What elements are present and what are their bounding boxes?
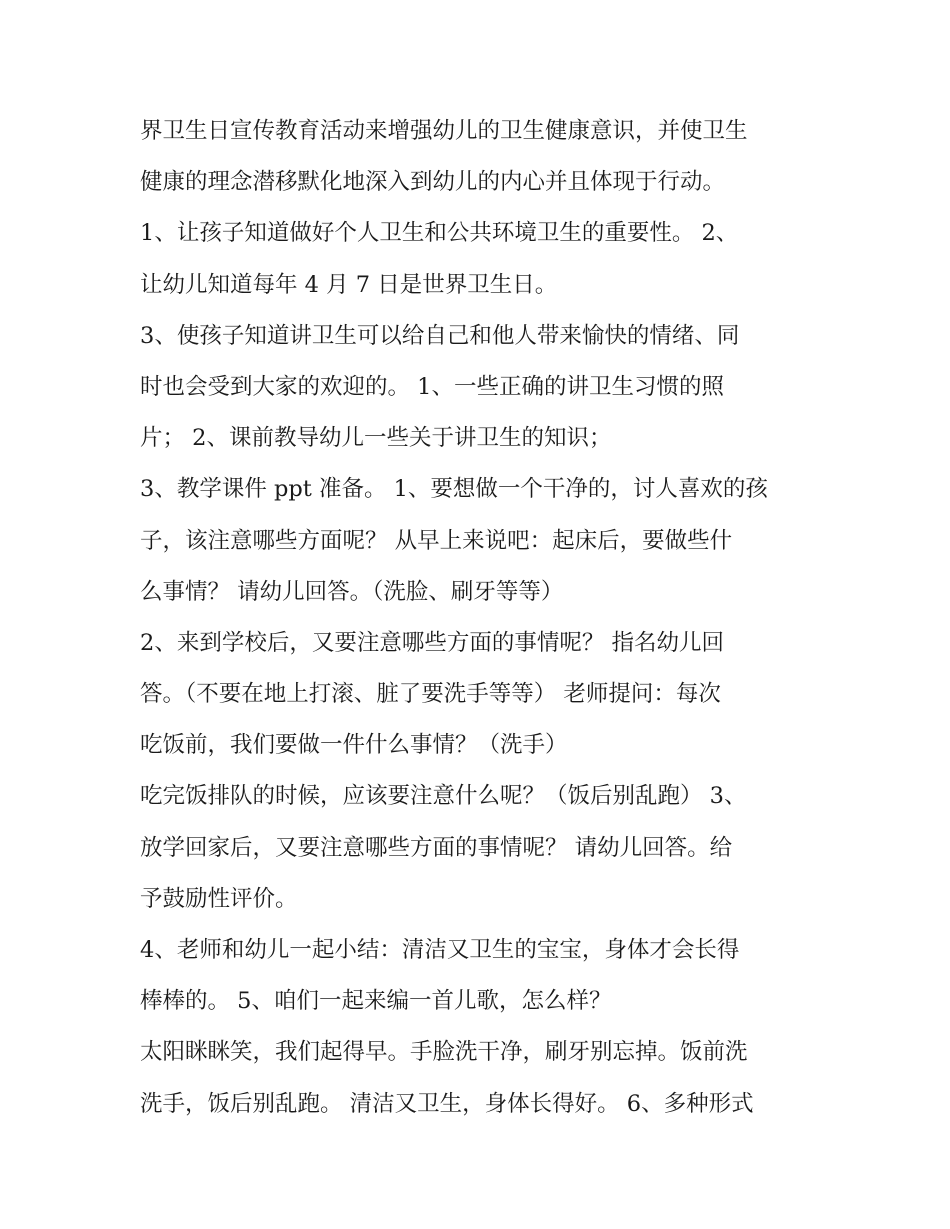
text-line: 予鼓励性评价。 — [140, 885, 298, 912]
text-line: 放学回家后，又要注意哪些方面的事情呢？ 请幼儿回答。给 — [140, 834, 733, 861]
text-line: 4、老师和幼儿一起小结：清洁又卫生的宝宝，身体才会长得 — [140, 937, 740, 963]
text-line: 太阳眯眯笑，我们起得早。手脸洗干净，刷牙别忘掉。饭前洗 — [140, 1039, 748, 1066]
text-line: 3、教学课件 ppt 准备。 1、要想做一个干净的，讨人喜欢的孩 — [140, 476, 768, 503]
text-line: 答。（不要在地上打滚、脏了要洗手等等） 老师提问：每次 — [140, 681, 721, 708]
text-line: 3、使孩子知道讲卫生可以给自己和他人带来愉快的情绪、同 — [140, 322, 740, 349]
text-line: 让幼儿知道每年 4 月 7 日是世界卫生日。 — [140, 271, 558, 298]
text-line: 洗手，饭后别乱跑。 清洁又卫生，身体长得好。 6、多种形式 — [140, 1090, 754, 1117]
text-line: 吃饭前，我们要做一件什么事情？（洗手） — [140, 732, 568, 759]
text-line: 2、来到学校后，又要注意哪些方面的事情呢？ 指名幼儿回 — [140, 629, 724, 656]
text-line: 么事情？ 请幼儿回答。（洗脸、刷牙等等） — [140, 578, 564, 605]
text-line: 健康的理念潜移默化地深入到幼儿的内心并且体现于行动。 — [140, 169, 726, 196]
text-line: 棒棒的。 5、咱们一起来编一首儿歌，怎么样？ — [140, 988, 612, 1015]
text-line: 1、让孩子知道做好个人卫生和公共环境卫生的重要性。 2、 — [140, 220, 739, 247]
document-body — [140, 106, 830, 1130]
text-line: 时也会受到大家的欢迎的。 1、一些正确的讲卫生习惯的照 — [140, 373, 724, 400]
text-line: 片； 2、课前教导幼儿一些关于讲卫生的知识； — [140, 425, 612, 452]
text-line: 吃完饭排队的时候，应该要注意什么呢？（饭后别乱跑） 3、 — [140, 783, 747, 810]
text-line: 子，该注意哪些方面呢？ 从早上来说吧：起床后，要做些什 — [140, 527, 733, 554]
text-line: 界卫生日宣传教育活动来增强幼儿的卫生健康意识，并使卫生 — [140, 118, 748, 144]
